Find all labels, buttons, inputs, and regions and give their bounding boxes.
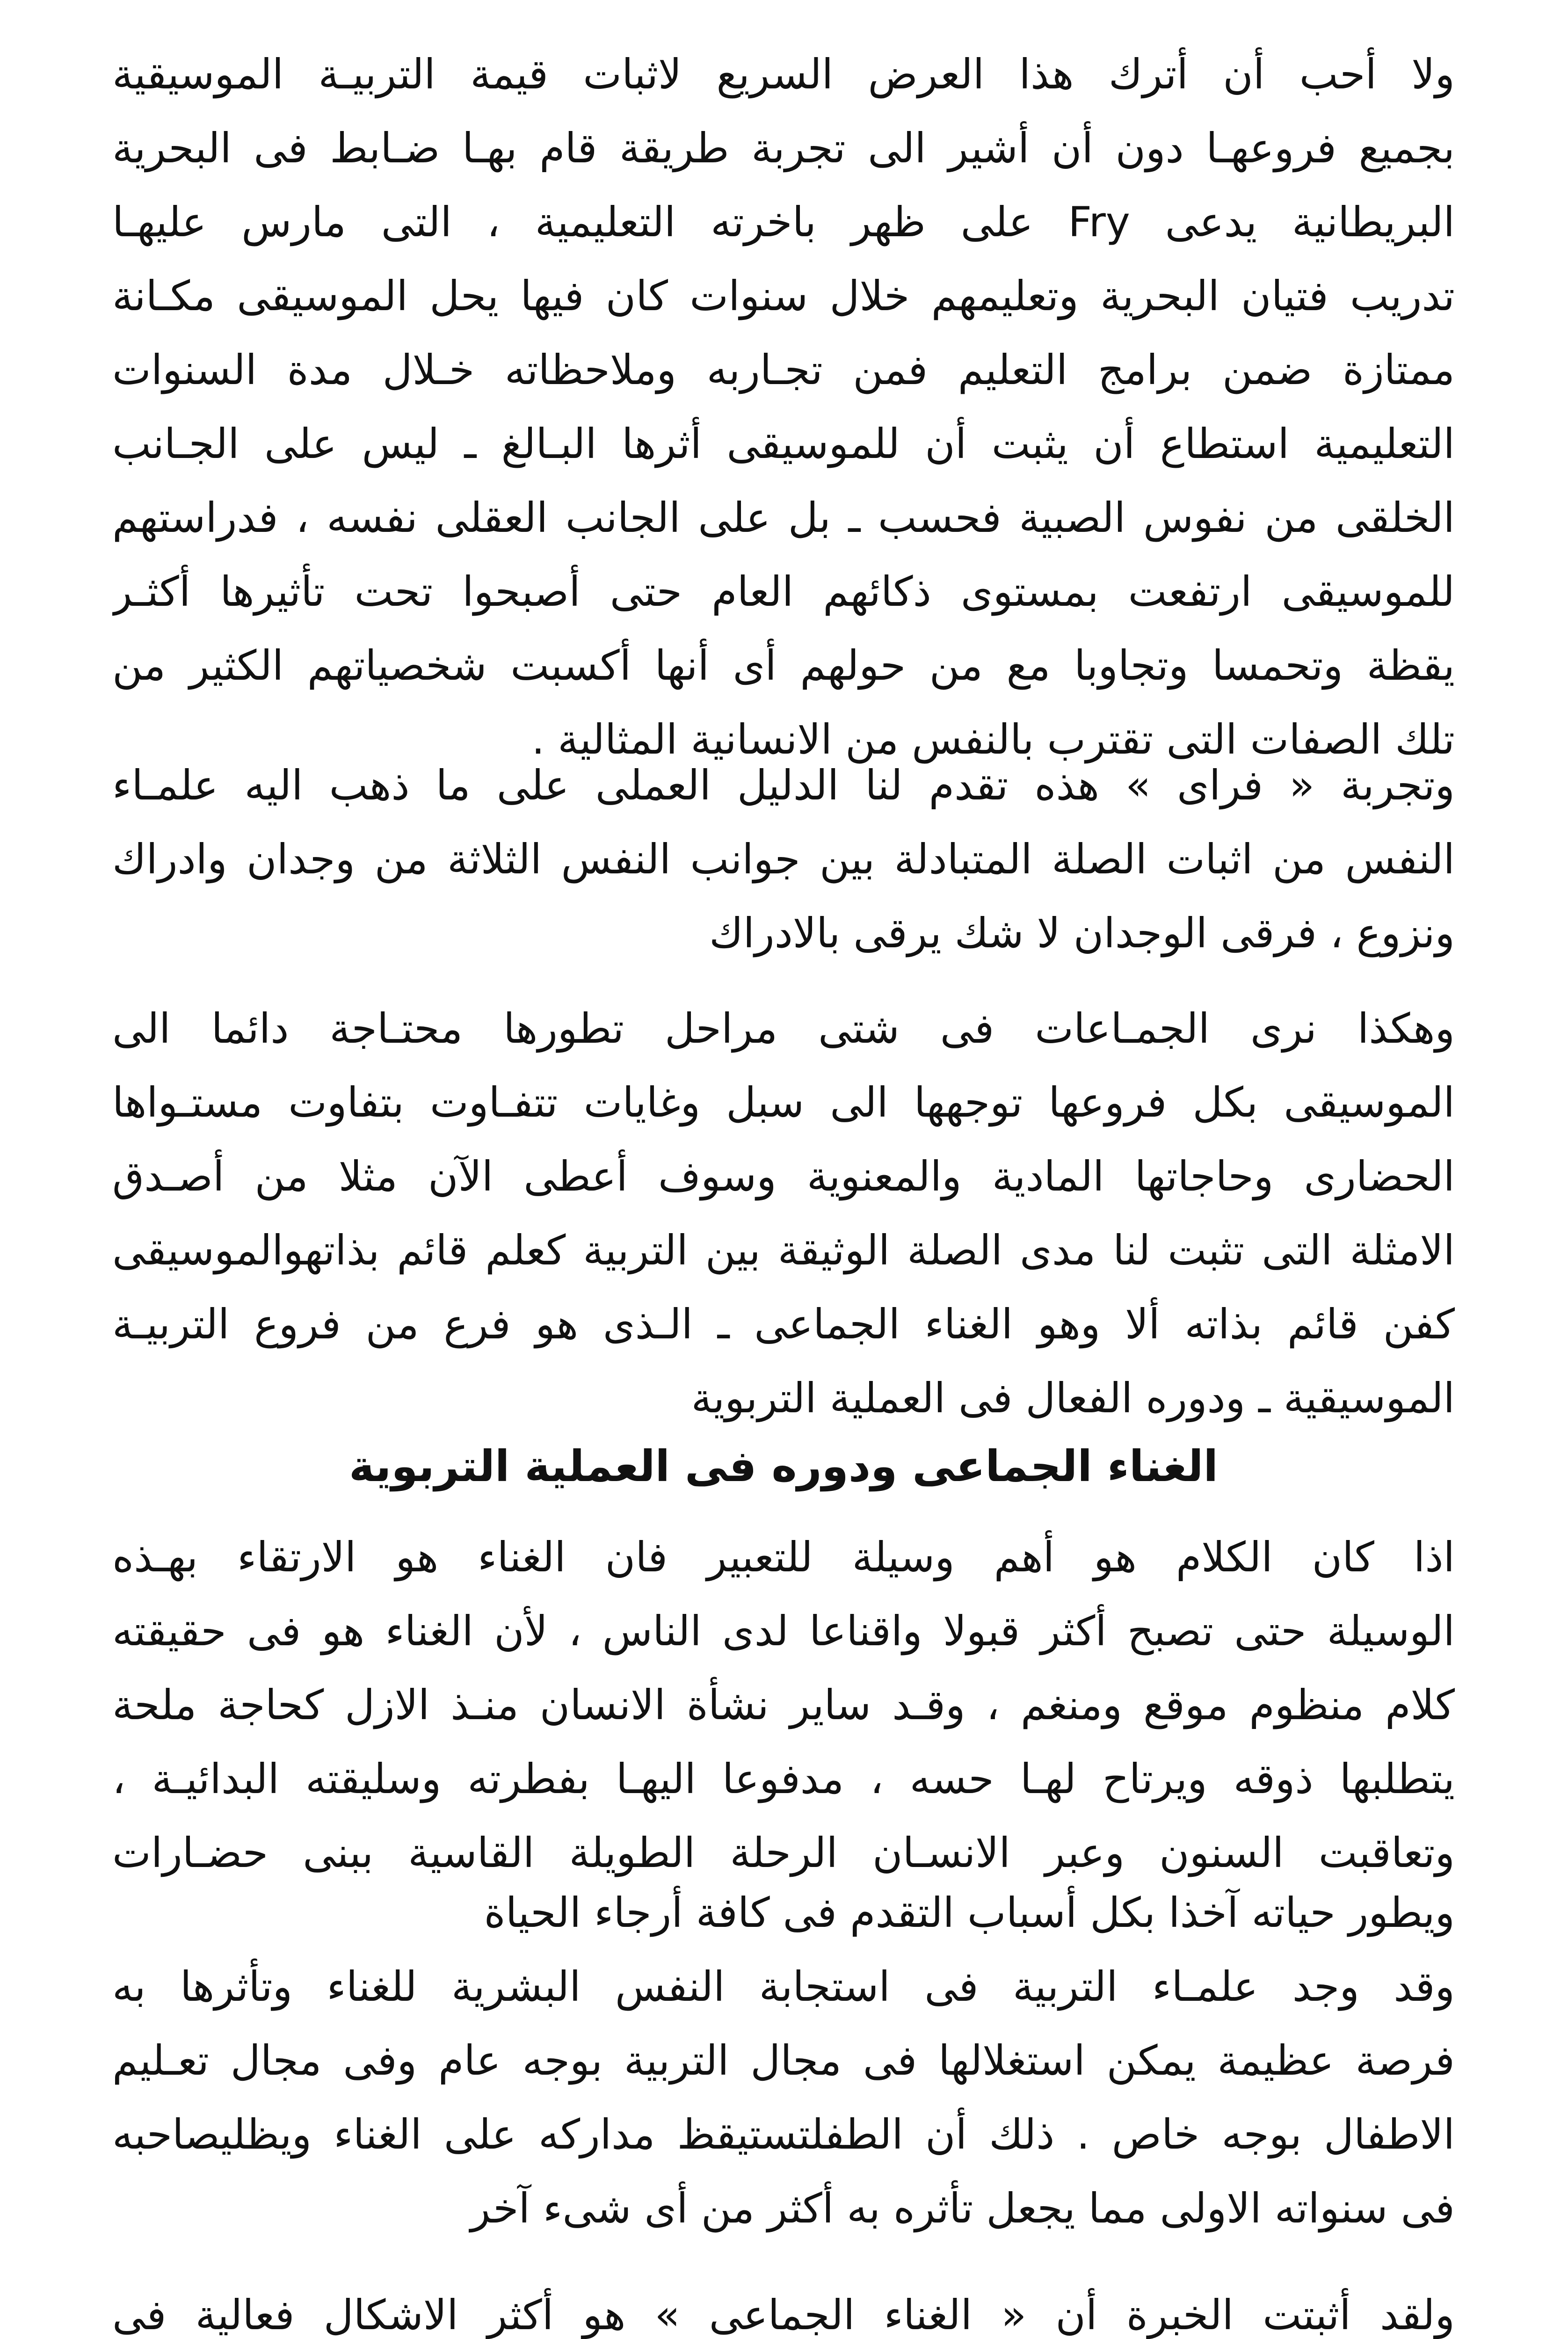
text-line: فرصة عظيمة يمكن استغلالها فى مجال التربية بوجه عام وفى مجال تعـليم <box>112 2036 1455 2085</box>
text-line: يتطلبها ذوقه ويرتاح لهـا حسه ، مدفوعا اليهـا بفطرته وسليقته البدائيـة ، <box>112 1755 1455 1803</box>
text-line: النفس من اثبات الصلة المتبادلة بين جوانب النفس الثلاثة من وجدان وادراك <box>112 835 1455 883</box>
paragraph-groups <box>112 992 1455 1435</box>
text-line: ونزوع ، فرقى الوجدان لا شك يرقى بالادراك <box>709 909 1455 957</box>
text-line: الموسيقية ـ ودوره الفعال فى العملية التربوية <box>691 1374 1455 1422</box>
text-line: ممتازة ضمن برامج التعليم فمن تجـاربه وملاحظاته خـلال مدة السنوات <box>112 346 1455 394</box>
text-line: الوسيلة حتى تصبح أكثر قبولا واقناعا لدى الناس ، لأن الغناء هو فى حقيقته <box>112 1607 1455 1655</box>
text-line: الامثلة التى تثبت لنا مدى الصلة الوثيقة بين التربية كعلم قائم بذاتهوالموسيقى <box>112 1226 1455 1274</box>
text-line: تدريب فتيان البحرية وتعليمهم خلال سنوات كان فيها يحل الموسيقى مكـانة <box>112 272 1455 320</box>
text-line: اذا كان الكلام هو أهم وسيلة للتعبير فان الغناء هو الارتقاء بهـذه <box>112 1533 1455 1581</box>
section-heading: الغناء الجماعى ودوره فى العملية التربوية <box>348 1441 1218 1491</box>
text-line: كلام منظوم موقع ومنغم ، وقـد ساير نشأة الانسان منـذ الازل كحاجة ملحة <box>112 1681 1455 1729</box>
text-line: وتعاقبت السنون وعبر الانسـان الرحلة الطويلة القاسية ببنى حضـارات <box>112 1829 1455 1877</box>
paragraph-psychology <box>112 748 1455 970</box>
text-line: كفن قائم بذاته ألا وهو الغناء الجماعى ـ الـذى هو فرع من فروع التربيـة <box>112 1300 1455 1348</box>
text-line: فى سنواته الاولى مما يجعل تأثره به أكثر من أى شىء آخر <box>470 2184 1455 2232</box>
paragraph-singing-speech <box>112 1520 1455 1890</box>
text-line: البريطانية يدعى Fry على ظهر باخرته التعليمية ، التى مارس عليهـا <box>112 198 1455 246</box>
paragraph-group-singing <box>112 2278 1455 2339</box>
text-line: للموسيقى ارتفعت بمستوى ذكائهم العام حتى أصبحوا تحت تأثيرها أكثـر <box>112 567 1455 616</box>
text-line: الاطفال بوجه خاص . ذلك أن الطفلتستيقظ مداركه على الغناء ويظليصاحبه <box>112 2110 1455 2158</box>
text-line: بجميع فروعهـا دون أن أشير الى تجربة طريقة قام بهـا ضـابط فى البحرية <box>112 124 1455 172</box>
text-line: الخلقى من نفوس الصبية فحسب ـ بل على الجانب العقلى نفسه ، فدراستهم <box>112 494 1455 542</box>
paragraph-education <box>112 1876 1455 2245</box>
text-line: يقظة وتحمسا وتجاوبا مع من حولهم أى أنها أكسبت شخصياتهم الكثير من <box>112 641 1455 690</box>
text-line: الحضارى وحاجاتها المادية والمعنوية وسوف أعطى الآن مثلا من أصـدق <box>112 1152 1455 1200</box>
text-line: وهكذا نرى الجمـاعات فى شتى مراحل تطورها محتـاجة دائما الى <box>112 1004 1455 1053</box>
text-line: وقد وجد علمـاء التربية فى استجابة النفس البشرية للغناء وتأثرها به <box>112 1962 1455 2011</box>
text-line: الموسيقى بكل فروعها توجهها الى سبل وغايات تتفـاوت بتفاوت مستـواها <box>112 1078 1455 1126</box>
text-line: وتجربة « فراى » هذه تقدم لنا الدليل العملى على ما ذهب اليه علمـاء <box>112 761 1455 809</box>
text-line: تلك الصفات التى تقترب بالنفس من الانسانية المثالية . <box>531 715 1455 763</box>
paragraph-fry-experiment <box>112 37 1455 777</box>
text-line: ولا أحب أن أترك هذا العرض السريع لاثبات قيمة التربيـة الموسيقية <box>112 50 1455 98</box>
text-line: ولقد أثبتت الخبرة أن « الغناء الجماعى » هو أكثر الاشكال فعالية فى <box>112 2291 1455 2339</box>
text-line: التعليمية استطاع أن يثبت أن للموسيقى أثرها البـالغ ـ ليس على الجـانب <box>112 420 1455 468</box>
text-line: ويطور حياته آخذا بكل أسباب التقدم فى كافة أرجاء الحياة <box>484 1889 1455 1937</box>
